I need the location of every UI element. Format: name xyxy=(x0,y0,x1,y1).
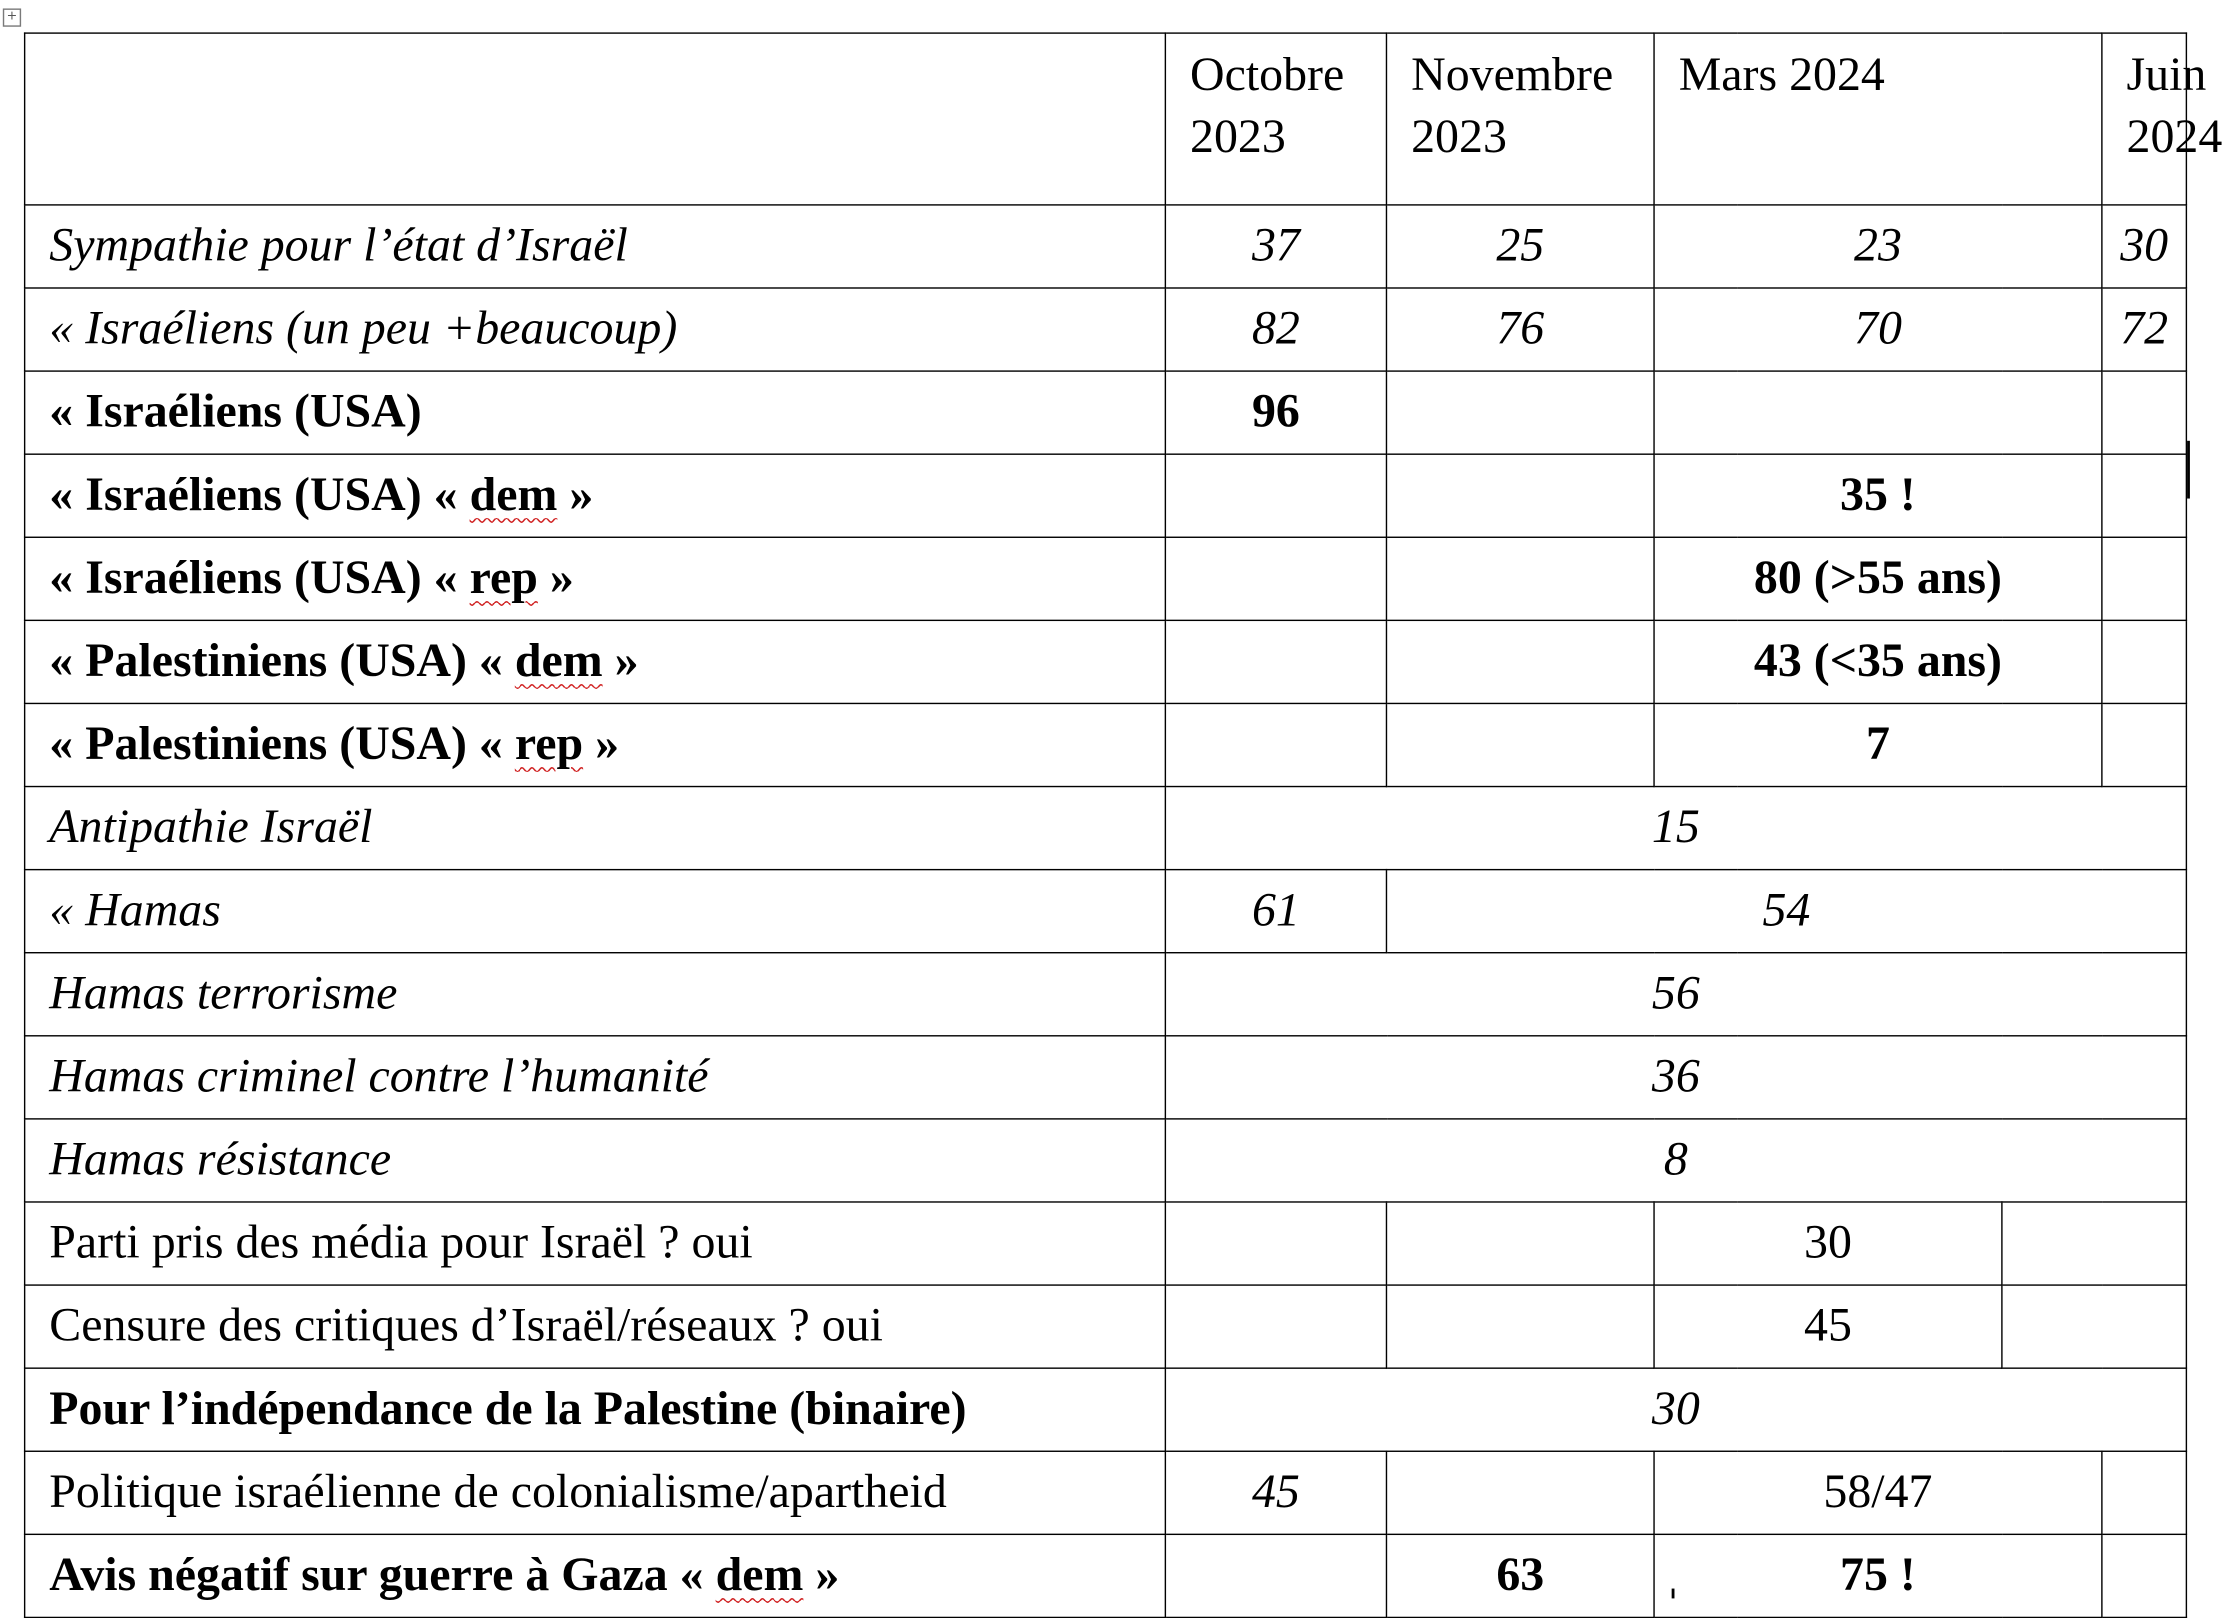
value-cell: 70 xyxy=(1654,288,2102,371)
value-cell xyxy=(1386,1451,1654,1534)
value-cell: 45 xyxy=(1654,1285,2002,1368)
value-cell: 8 xyxy=(1165,1119,2186,1202)
table-row xyxy=(25,205,2187,288)
row-label: « Israéliens (USA) « dem » xyxy=(25,454,1166,537)
header-empty-cell xyxy=(25,33,1166,205)
table-row xyxy=(25,371,2187,454)
spelling-flag[interactable]: rep xyxy=(514,718,584,771)
value-cell xyxy=(1386,1285,1654,1368)
value-cell xyxy=(1386,703,1654,786)
row-label: « Hamas xyxy=(25,870,1166,953)
table-row xyxy=(25,703,2187,786)
value-cell xyxy=(2002,1285,2186,1368)
table-row xyxy=(25,1036,2187,1119)
value-cell xyxy=(2102,537,2186,620)
value-cell: 76 xyxy=(1386,288,1654,371)
value-cell: 75 ! xyxy=(1654,1534,2102,1617)
value-cell: 30 xyxy=(1165,1368,2186,1451)
table-row xyxy=(25,620,2187,703)
value-cell xyxy=(1654,371,2102,454)
value-cell: 7 xyxy=(1654,703,2102,786)
table-header-row xyxy=(25,33,2187,205)
value-cell xyxy=(1386,454,1654,537)
value-cell: 30 xyxy=(1654,1202,2002,1285)
spelling-flag[interactable]: dem xyxy=(514,635,603,688)
value-cell: 61 xyxy=(1165,870,1386,953)
table-move-handle-icon[interactable]: + xyxy=(3,8,21,26)
row-label: Hamas criminel contre l’humanité xyxy=(25,1036,1166,1119)
value-cell xyxy=(1386,537,1654,620)
spelling-flag[interactable]: dem xyxy=(469,468,558,522)
value-cell: 96 xyxy=(1165,371,1386,454)
value-cell: 43 (<35 ans) xyxy=(1654,620,2102,703)
survey-table xyxy=(24,32,2222,1618)
value-cell xyxy=(1165,1285,1386,1368)
value-cell xyxy=(1386,371,1654,454)
value-cell: 35 ! xyxy=(1654,454,2102,537)
value-cell xyxy=(1165,1202,1386,1285)
row-label: « Israéliens (un peu +beaucoup) xyxy=(25,288,1166,371)
spelling-flag[interactable]: rep xyxy=(469,552,538,605)
table-row xyxy=(25,537,2187,620)
value-cell xyxy=(2002,1202,2186,1285)
spelling-flag[interactable]: dem xyxy=(715,1549,804,1602)
row-label: Hamas résistance xyxy=(25,1119,1166,1202)
header-juin-2024: Juin 2024 xyxy=(2102,33,2186,205)
table-row xyxy=(25,288,2187,371)
value-cell: 37 xyxy=(1165,205,1386,288)
value-cell xyxy=(1386,1202,1654,1285)
row-label: Parti pris des média pour Israël ? oui xyxy=(25,1202,1166,1285)
value-cell xyxy=(1165,454,1386,537)
table-row xyxy=(25,454,2187,537)
row-label: Avis négatif sur guerre à Gaza « dem » xyxy=(25,1534,1166,1617)
value-cell xyxy=(1165,1534,1386,1617)
table-row xyxy=(25,1119,2187,1202)
table-row xyxy=(25,1368,2187,1451)
row-label: « Palestiniens (USA) « rep » xyxy=(25,703,1166,786)
row-label: Censure des critiques d’Israël/réseaux ? oui xyxy=(25,1285,1166,1368)
row-label: Hamas terrorisme xyxy=(25,953,1166,1036)
text-cursor xyxy=(2187,441,2190,499)
table-row xyxy=(25,787,2187,870)
row-label: Politique israélienne de colonialisme/apartheid xyxy=(25,1451,1166,1534)
table-row xyxy=(25,1285,2187,1368)
value-cell xyxy=(2102,1534,2186,1617)
value-cell: 30 xyxy=(2102,205,2186,288)
value-cell xyxy=(2102,620,2186,703)
value-cell: 80 (>55 ans) xyxy=(1654,537,2102,620)
row-label: Pour l’indépendance de la Palestine (binaire) xyxy=(25,1368,1166,1451)
value-cell: 58/47 xyxy=(1654,1451,2102,1534)
table-row xyxy=(25,953,2187,1036)
value-cell xyxy=(1165,703,1386,786)
row-label: Sympathie pour l’état d’Israël xyxy=(25,205,1166,288)
value-cell xyxy=(2102,1451,2186,1534)
row-label: « Palestiniens (USA) « dem » xyxy=(25,620,1166,703)
value-cell xyxy=(2102,454,2186,537)
table-row xyxy=(25,1534,2187,1617)
continuation-border xyxy=(1672,1589,1675,1599)
header-novembre-2023: Novembre 2023 xyxy=(1386,33,1654,205)
row-label: « Israéliens (USA) « rep » xyxy=(25,537,1166,620)
value-cell: 56 xyxy=(1165,953,2186,1036)
value-cell: 54 xyxy=(1386,870,2186,953)
value-cell xyxy=(2102,703,2186,786)
value-cell: 36 xyxy=(1165,1036,2186,1119)
value-cell: 15 xyxy=(1165,787,2186,870)
value-cell: 23 xyxy=(1654,205,2102,288)
row-label: « Israéliens (USA) xyxy=(25,371,1166,454)
value-cell xyxy=(2102,371,2186,454)
table-row xyxy=(25,1451,2187,1534)
value-cell: 72 xyxy=(2102,288,2186,371)
value-cell: 45 xyxy=(1165,1451,1386,1534)
table-row xyxy=(25,1202,2187,1285)
value-cell xyxy=(1386,620,1654,703)
row-label: Antipathie Israël xyxy=(25,787,1166,870)
header-octobre-2023: Octobre 2023 xyxy=(1165,33,1386,205)
value-cell: 63 xyxy=(1386,1534,1654,1617)
value-cell: 82 xyxy=(1165,288,1386,371)
value-cell: 25 xyxy=(1386,205,1654,288)
value-cell xyxy=(1165,537,1386,620)
table-row xyxy=(25,870,2187,953)
value-cell xyxy=(1165,620,1386,703)
header-mars-2024: Mars 2024 xyxy=(1654,33,2102,205)
